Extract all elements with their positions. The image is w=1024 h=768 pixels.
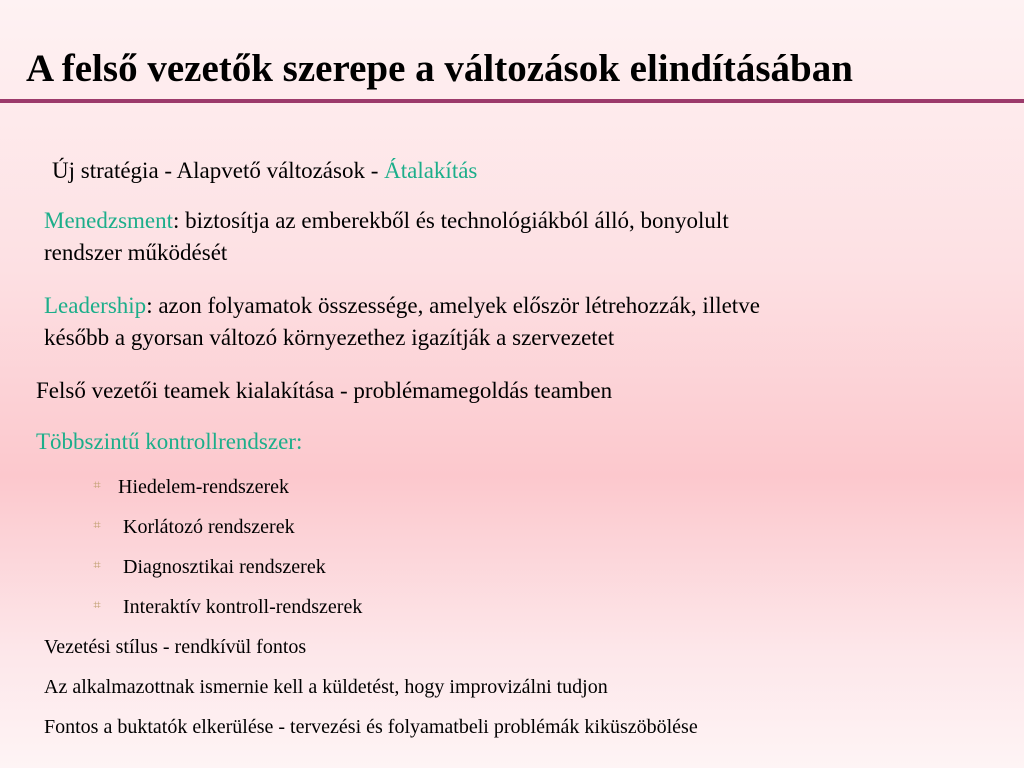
strategy-text: Új stratégia - Alapvető változások - — [52, 158, 385, 183]
control-item-label: Hiedelem-rendszerek — [118, 476, 290, 498]
control-item-label: Korlátozó rendszerek — [123, 516, 295, 538]
grid-bullet-icon: ⌗ — [93, 597, 101, 612]
leadership-text-1: : azon folyamatok összessége, amelyek először létrehozzák, illetve — [146, 293, 760, 318]
grid-bullet-icon: ⌗ — [93, 517, 101, 532]
leadership-term: Leadership — [44, 293, 147, 318]
title-underline — [0, 99, 1024, 103]
slide-title: A felső vezetők szerepe a változások elindításában — [26, 47, 853, 90]
mission-line: Az alkalmazottnak ismernie kell a küldetést, hogy improvizálni tudjon — [44, 676, 608, 698]
leadership-definition — [44, 290, 760, 354]
grid-bullet-icon: ⌗ — [93, 477, 101, 492]
pitfalls-line: Fontos a buktatók elkerülése - tervezési és folyamatbeli problémák kiküszöbölése — [44, 716, 698, 738]
teams-line: Felső vezetői teamek kialakítása - problémamegoldás teamben — [36, 378, 613, 403]
management-text-1: : biztosítja az emberekből és technológiákból álló, bonyolult — [173, 208, 729, 233]
management-text-2: rendszer működését — [44, 240, 228, 265]
style-line: Vezetési stílus - rendkívül fontos — [44, 636, 307, 658]
strategy-line — [52, 155, 477, 187]
grid-bullet-icon: ⌗ — [93, 557, 101, 572]
strategy-accent: Átalakítás — [384, 158, 478, 183]
control-item-label: Interaktív kontroll-rendszerek — [123, 596, 363, 618]
control-item-label: Diagnosztikai rendszerek — [123, 556, 326, 578]
leadership-text-2: később a gyorsan változó környezethez igazítják a szervezetet — [44, 325, 615, 350]
control-heading: Többszintű kontrollrendszer: — [36, 429, 303, 454]
management-definition — [44, 205, 729, 269]
management-term: Menedzsment — [44, 208, 174, 233]
